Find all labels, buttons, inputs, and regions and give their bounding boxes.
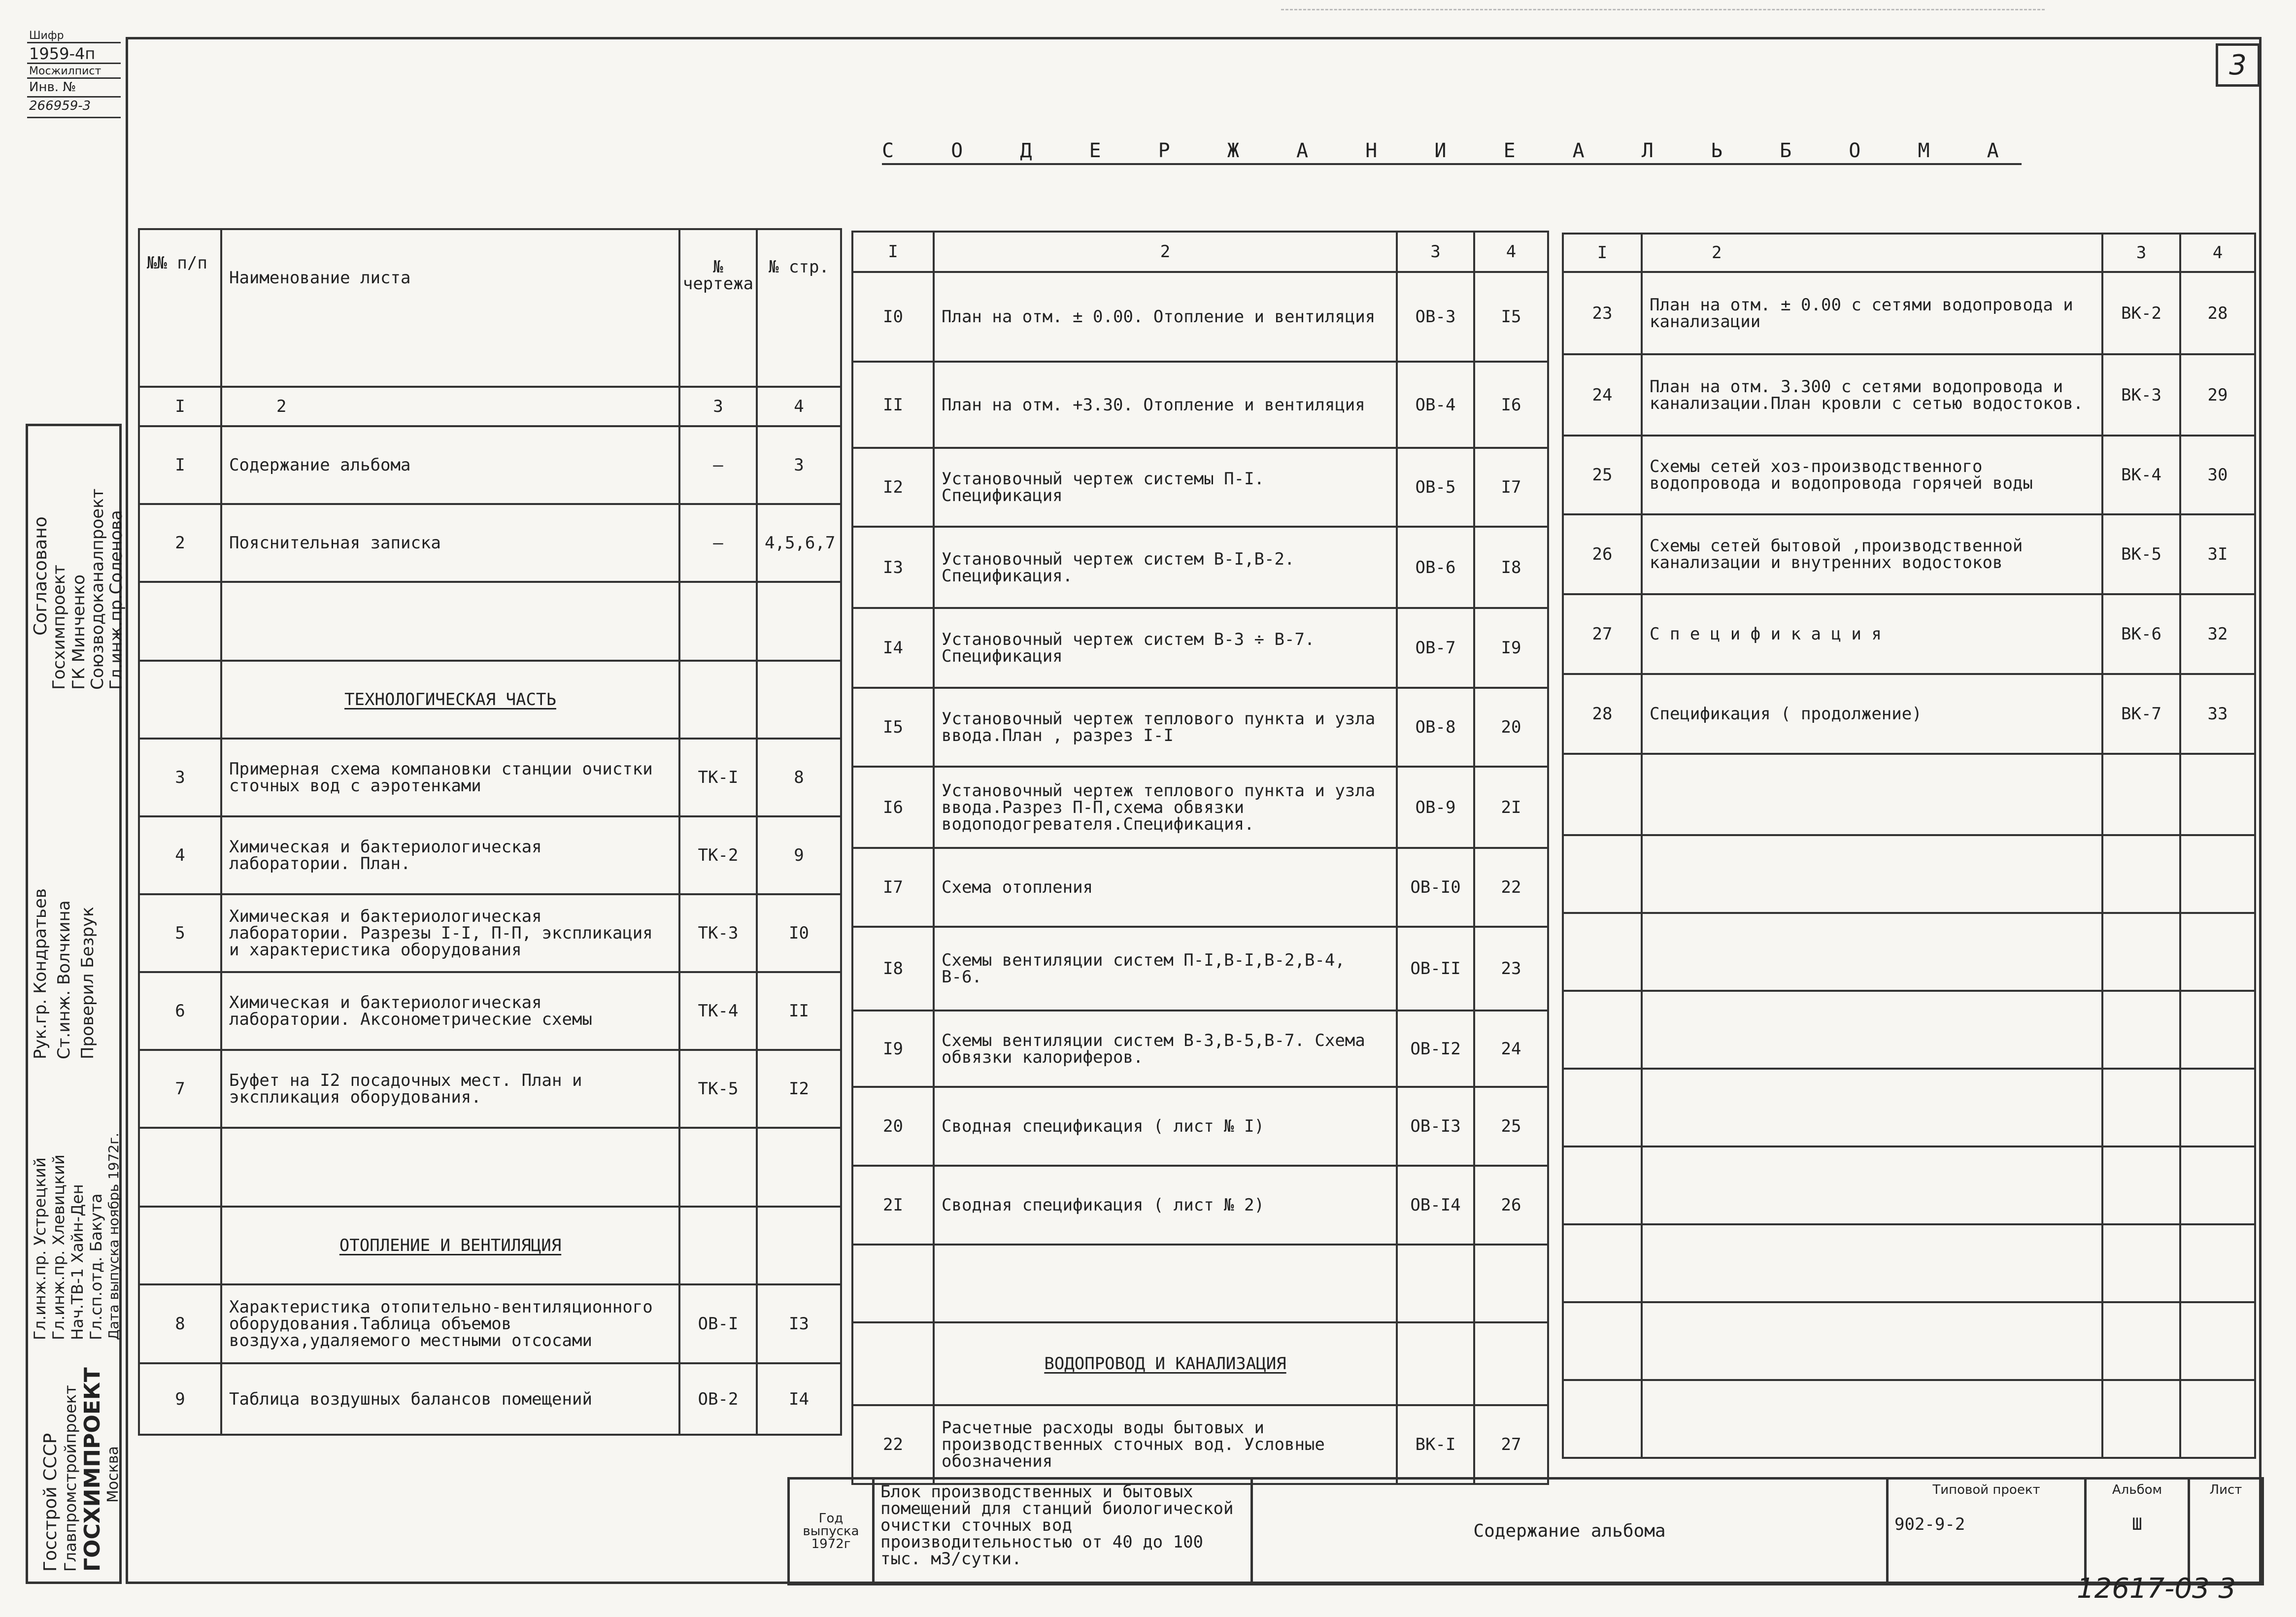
row-number <box>139 1207 221 1284</box>
drawing-number: ТК-5 <box>679 1050 757 1128</box>
agreed-label: Согласовано <box>31 516 51 636</box>
table-row <box>139 582 841 661</box>
sheet-name <box>1642 913 2102 991</box>
table-row <box>1563 913 2255 991</box>
sheet-number: 3 <box>2216 43 2260 87</box>
row-number: 6 <box>139 972 221 1050</box>
people-line-2: Гл.инж.пр. Хлевицкий <box>49 1154 68 1340</box>
drawing-number: ОВ-I2 <box>1397 1011 1474 1087</box>
row-number: 26 <box>1563 514 1642 594</box>
org-line-4: Москва <box>104 1446 122 1503</box>
row-number <box>1563 754 1642 835</box>
row-number: 20 <box>852 1087 934 1166</box>
drawing-number <box>2102 1380 2180 1458</box>
table-row <box>139 816 841 894</box>
year-label: Год выпуска <box>803 1511 859 1539</box>
sheet-name: Химическая и бактериологическая лаборатории. План. <box>221 816 679 894</box>
sheet-name: Установочный чертеж систем В-I,В-2. Спецификация. <box>934 527 1397 608</box>
row-number: II <box>852 362 934 448</box>
column-number-row <box>1563 234 2255 272</box>
column-number: 4 <box>2180 234 2255 272</box>
page-number: 9 <box>757 816 841 894</box>
project-cell <box>1888 1479 2086 1584</box>
table-row <box>1563 991 2255 1069</box>
drawing-number: ОВ-7 <box>1397 608 1474 688</box>
row-number: I5 <box>852 688 934 767</box>
table-row <box>852 1405 1548 1484</box>
page-number <box>757 582 841 661</box>
agreed-line-2: ГК Минченко <box>69 574 89 690</box>
inv-number: 266959-3 <box>27 98 121 118</box>
table-row <box>1563 1302 2255 1380</box>
drawing-number: ТК-4 <box>679 972 757 1050</box>
column-number: 3 <box>679 387 757 426</box>
table-row <box>852 272 1548 362</box>
page-number: 2I <box>1474 767 1548 848</box>
drawing-number: – <box>679 426 757 504</box>
sheet-name: Характеристика отопительно-вентиляционного оборудования.Таблица объемов воздуха,удаляемого местными отсосами <box>221 1284 679 1363</box>
sheet-name <box>221 1128 679 1207</box>
sheet-name <box>934 1245 1397 1322</box>
sheet-name: Установочный чертеж теплового пункта и узла ввода.Разрез П-П,схема обвязки водоподогревателя.Спецификация. <box>934 767 1397 848</box>
sheet-name-cell: Содержание альбома <box>1252 1479 1888 1584</box>
page-number: I2 <box>757 1050 841 1128</box>
agreed-line-1: Госхимпроект <box>49 565 69 690</box>
row-number: 8 <box>139 1284 221 1363</box>
sheet-name: Сводная спецификация ( лист № 2) <box>934 1166 1397 1245</box>
page-number: 30 <box>2180 436 2255 514</box>
row-number <box>1563 991 1642 1069</box>
table-row <box>1563 594 2255 674</box>
sheet-name <box>1642 1224 2102 1302</box>
page-number: 4,5,6,7 <box>757 504 841 582</box>
org-line-3: ГОСХИМПРОЕКТ <box>80 1367 105 1572</box>
drawing-number: ОВ-6 <box>1397 527 1474 608</box>
table-row <box>852 608 1548 688</box>
drawing-number: ОВ-4 <box>1397 362 1474 448</box>
sheet-name <box>1642 835 2102 913</box>
drawing-number <box>1397 1245 1474 1322</box>
table-row <box>852 848 1548 927</box>
drawing-number: ВК-7 <box>2102 674 2180 754</box>
sheet-name: Содержание альбома <box>221 426 679 504</box>
table-row <box>1563 436 2255 514</box>
sheet-name: Таблица воздушных балансов помещений <box>221 1363 679 1435</box>
page-title: С О Д Е Р Ж А Н И Е А Л Ь Б О М А <box>882 139 2022 165</box>
row-number: 24 <box>1563 354 1642 436</box>
column-number-row <box>852 232 1548 272</box>
drawing-number <box>2102 754 2180 835</box>
row-number: 5 <box>139 894 221 972</box>
contents-table-3 <box>1562 233 2256 1459</box>
table-row <box>1563 1069 2255 1146</box>
sheet-name <box>1642 991 2102 1069</box>
drawing-number: ОВ-I3 <box>1397 1087 1474 1166</box>
row-number <box>852 1245 934 1322</box>
drawing-number: ОВ-I0 <box>1397 848 1474 927</box>
page-number: I9 <box>1474 608 1548 688</box>
page-number <box>2180 913 2255 991</box>
row-number: I4 <box>852 608 934 688</box>
sheet-name: Установочный чертеж теплового пункта и узла ввода.План , разрез I-I <box>934 688 1397 767</box>
page-number: I6 <box>1474 362 1548 448</box>
page-number: 26 <box>1474 1166 1548 1245</box>
row-number: I2 <box>852 448 934 527</box>
drawing-number: ОВ-2 <box>679 1363 757 1435</box>
cipher-sub: Мосжилпист <box>27 64 121 79</box>
page-number <box>2180 754 2255 835</box>
row-number <box>139 661 221 739</box>
table-row <box>139 426 841 504</box>
page-number <box>757 661 841 739</box>
page-number <box>2180 991 2255 1069</box>
table-row <box>1563 754 2255 835</box>
cipher: 1959-4п <box>27 43 121 64</box>
table-row <box>1563 1224 2255 1302</box>
page-number <box>2180 835 2255 913</box>
page-number <box>2180 1146 2255 1224</box>
row-number: 9 <box>139 1363 221 1435</box>
drawing-number: ВК-5 <box>2102 514 2180 594</box>
table-row <box>139 504 841 582</box>
sheet-name: План на отм. 3.300 с сетями водопровода и канализации.План кровли с сетью водостоков. <box>1642 354 2102 436</box>
row-number: 3 <box>139 739 221 816</box>
column-number: 2 <box>934 232 1397 272</box>
page-number: 3 <box>757 426 841 504</box>
page-number <box>2180 1302 2255 1380</box>
table-header-row <box>139 229 841 387</box>
table-row <box>1563 272 2255 354</box>
names-line-3: Проверил Безрук <box>78 907 98 1059</box>
agreed-line-4: Гл.инж.пр.Соленова <box>106 510 126 690</box>
names-line-2: Ст.инж. Волчкина <box>54 900 74 1059</box>
table-row <box>139 1128 841 1207</box>
drawing-number: ОВ-3 <box>1397 272 1474 362</box>
sheet-name: Схемы сетей бытовой ,производственной канализации и внутренних водостоков <box>1642 514 2102 594</box>
row-number: 27 <box>1563 594 1642 674</box>
drawing-number: ВК-6 <box>2102 594 2180 674</box>
drawing-number <box>2102 835 2180 913</box>
sheet-name: ТЕХНОЛОГИЧЕСКАЯ ЧАСТЬ <box>221 661 679 739</box>
sheet-name: Химическая и бактериологическая лаборатории. Разрезы I-I, П-П, экспликация и характеристика оборудования <box>221 894 679 972</box>
drawing-number: ВК-I <box>1397 1405 1474 1484</box>
table-row <box>139 1284 841 1363</box>
sheet-name <box>1642 1302 2102 1380</box>
drawing-number <box>679 1207 757 1284</box>
table-row <box>139 1050 841 1128</box>
people-line-3: Нач.ТВ-1 Хайн-Ден <box>68 1184 87 1340</box>
page-number: I8 <box>1474 527 1548 608</box>
page-number: 27 <box>1474 1405 1548 1484</box>
sheet-name: Примерная схема компановки станции очистки сточных вод с аэротенками <box>221 739 679 816</box>
sheet-name: Расчетные расходы воды бытовых и производственных сточных вод. Условные обозначения <box>934 1405 1397 1484</box>
sheet-name: Спецификация ( продолжение) <box>1642 674 2102 754</box>
row-number: 22 <box>852 1405 934 1484</box>
table-row <box>852 1245 1548 1322</box>
column-number-row <box>139 387 841 426</box>
sheet-name: План на отм. ± 0.00 с сетями водопровода и канализации <box>1642 272 2102 354</box>
year-cell <box>789 1479 874 1584</box>
page-number: 25 <box>1474 1087 1548 1166</box>
sheet-name: ОТОПЛЕНИЕ И ВЕНТИЛЯЦИЯ <box>221 1207 679 1284</box>
drawing-number <box>1397 1322 1474 1405</box>
org-line-2: Главпромстройпроект <box>61 1385 80 1572</box>
table-row <box>852 1166 1548 1245</box>
page-number: 22 <box>1474 848 1548 927</box>
drawing-number <box>2102 1146 2180 1224</box>
project-value: 902-9-2 <box>1894 1515 1965 1534</box>
sheet-name <box>1642 754 2102 835</box>
table-row <box>1563 674 2255 754</box>
drawing-number: ОВ-9 <box>1397 767 1474 848</box>
inv-label: Инв. № <box>27 79 121 98</box>
sheet-name: Буфет на I2 посадочных мест. План и экспликация оборудования. <box>221 1050 679 1128</box>
list-label: Лист <box>2209 1482 2242 1497</box>
drawing-number <box>679 661 757 739</box>
table-row <box>1563 1380 2255 1458</box>
drawing-number <box>2102 913 2180 991</box>
sheet-name: Химическая и бактериологическая лаборатории. Аксонометрические схемы <box>221 972 679 1050</box>
drawing-number: ОВ-5 <box>1397 448 1474 527</box>
table-row <box>139 661 841 739</box>
org-line-1: Госстрой СССР <box>40 1433 61 1572</box>
sheet-name: Схемы вентиляции систем В-3,В-5,В-7. Схема обвязки калориферов. <box>934 1011 1397 1087</box>
sheet-name: С п е ц и ф и к а ц и я <box>1642 594 2102 674</box>
sheet-name: Схемы сетей хоз-производственного водопровода и водопровода горячей воды <box>1642 436 2102 514</box>
table-row <box>852 1322 1548 1405</box>
column-number: I <box>1563 234 1642 272</box>
drawing-number <box>2102 1069 2180 1146</box>
header-cell: № чертежа <box>679 229 757 387</box>
page-number: II <box>757 972 841 1050</box>
page-number: I3 <box>757 1284 841 1363</box>
names-line-1: Рук.гр. Кондратьев <box>31 888 50 1059</box>
drawing-number <box>2102 1224 2180 1302</box>
people-line-1: Гл.инж.пр. Устрецкий <box>31 1157 49 1340</box>
column-number: 3 <box>1397 232 1474 272</box>
scan-artifact <box>1281 9 2045 20</box>
contents-table-2 <box>851 231 1549 1485</box>
page-number: 29 <box>2180 354 2255 436</box>
table-row <box>139 1363 841 1435</box>
sheet-name: Схемы вентиляции систем П-I,В-I,В-2,В-4, В-6. <box>934 927 1397 1011</box>
list-cell <box>2189 1479 2263 1584</box>
project-label: Типовой проект <box>1932 1482 2040 1497</box>
drawing-number: ОВ-II <box>1397 927 1474 1011</box>
drawing-number: ВК-4 <box>2102 436 2180 514</box>
row-number: I7 <box>852 848 934 927</box>
row-number <box>1563 1069 1642 1146</box>
row-number: I3 <box>852 527 934 608</box>
row-number: I8 <box>852 927 934 1011</box>
agreed-line-3: Союзводоканалпроект <box>88 488 107 690</box>
stamp-header <box>27 29 121 118</box>
row-number: 7 <box>139 1050 221 1128</box>
drawing-number: ОВ-I <box>679 1284 757 1363</box>
table-row <box>852 688 1548 767</box>
drawing-number: – <box>679 504 757 582</box>
row-number: I0 <box>852 272 934 362</box>
title-block <box>787 1477 2264 1585</box>
page-number: 8 <box>757 739 841 816</box>
sheet-name: ВОДОПРОВОД И КАНАЛИЗАЦИЯ <box>934 1322 1397 1405</box>
page-number: 20 <box>1474 688 1548 767</box>
page-number: 33 <box>2180 674 2255 754</box>
column-number: I <box>139 387 221 426</box>
year-value: 1972г <box>811 1537 851 1551</box>
row-number <box>139 582 221 661</box>
page-number <box>2180 1380 2255 1458</box>
table-row <box>139 1207 841 1284</box>
row-number <box>1563 1380 1642 1458</box>
sheet-name: Схема отопления <box>934 848 1397 927</box>
column-number: I <box>852 232 934 272</box>
sheet-name: План на отм. +3.30. Отопление и вентиляция <box>934 362 1397 448</box>
date-line: Дата выпуска ноябрь 1972г. <box>105 1133 122 1340</box>
table-row <box>852 448 1548 527</box>
page-number <box>2180 1224 2255 1302</box>
drawing-number: ОВ-I4 <box>1397 1166 1474 1245</box>
row-number: I <box>139 426 221 504</box>
drawing-number: ВК-2 <box>2102 272 2180 354</box>
archive-number: 12617-03 3 <box>2077 1573 2236 1605</box>
sheet-name <box>1642 1146 2102 1224</box>
cipher-label: Шифр <box>27 29 121 43</box>
column-number: 2 <box>221 387 679 426</box>
row-number <box>1563 913 1642 991</box>
table-row <box>852 362 1548 448</box>
row-number <box>1563 1146 1642 1224</box>
row-number <box>1563 835 1642 913</box>
page-number: I5 <box>1474 272 1548 362</box>
table-row <box>852 927 1548 1011</box>
table-row <box>1563 354 2255 436</box>
table-row <box>139 894 841 972</box>
drawing-number: ТК-3 <box>679 894 757 972</box>
album-label: Альбом <box>2112 1482 2162 1497</box>
column-number: 2 <box>1642 234 2102 272</box>
page-number: 23 <box>1474 927 1548 1011</box>
header-cell: №№ п/п <box>139 229 221 387</box>
row-number <box>139 1128 221 1207</box>
row-number <box>1563 1302 1642 1380</box>
page-number: I0 <box>757 894 841 972</box>
page-number <box>757 1207 841 1284</box>
column-number: 4 <box>1474 232 1548 272</box>
page-number <box>2180 1069 2255 1146</box>
page-number: 24 <box>1474 1011 1548 1087</box>
row-number: I9 <box>852 1011 934 1087</box>
drawing-number: ВК-3 <box>2102 354 2180 436</box>
sheet-name <box>221 582 679 661</box>
table-row <box>852 527 1548 608</box>
sheet-name: Пояснительная записка <box>221 504 679 582</box>
row-number: 2I <box>852 1166 934 1245</box>
row-number: 28 <box>1563 674 1642 754</box>
row-number <box>1563 1224 1642 1302</box>
album-cell <box>2086 1479 2189 1584</box>
sheet-name <box>1642 1069 2102 1146</box>
sheet-name: Сводная спецификация ( лист № I) <box>934 1087 1397 1166</box>
drawing-number: ТК-I <box>679 739 757 816</box>
sheet-name: Установочный чертеж систем В-3 ÷ В-7. Спецификация <box>934 608 1397 688</box>
description-cell: Блок производственных и бытовых помещений для станций биологической очистки сточных вод производительностью от 40 до 100 тыс. м3/сутки. <box>874 1479 1252 1584</box>
page-number: I4 <box>757 1363 841 1435</box>
sheet-name <box>1642 1380 2102 1458</box>
row-number: 23 <box>1563 272 1642 354</box>
table-row <box>1563 835 2255 913</box>
drawing-number <box>679 582 757 661</box>
page-number <box>1474 1322 1548 1405</box>
row-number: 4 <box>139 816 221 894</box>
table-row <box>1563 1146 2255 1224</box>
row-number: 25 <box>1563 436 1642 514</box>
header-cell: № стр. <box>757 229 841 387</box>
sheet-name: План на отм. ± 0.00. Отопление и вентиляция <box>934 272 1397 362</box>
drawing-number <box>2102 1302 2180 1380</box>
header-cell: Наименование листа <box>221 229 679 387</box>
table-row <box>852 1087 1548 1166</box>
drawing-number: ОВ-8 <box>1397 688 1474 767</box>
drawing-number <box>679 1128 757 1207</box>
table-row <box>1563 514 2255 594</box>
drawing-number: ТК-2 <box>679 816 757 894</box>
drawing-number <box>2102 991 2180 1069</box>
table-row <box>852 767 1548 848</box>
row-number: I6 <box>852 767 934 848</box>
sheet-name: Установочный чертеж системы П-I. Спецификация <box>934 448 1397 527</box>
column-number: 4 <box>757 387 841 426</box>
table-row <box>139 739 841 816</box>
contents-table-1 <box>138 228 842 1436</box>
page-number: 3I <box>2180 514 2255 594</box>
album-value: Ш <box>2132 1515 2142 1534</box>
people-line-4: Гл.сп.отд. Бакута <box>87 1193 105 1340</box>
page-number: 32 <box>2180 594 2255 674</box>
column-number: 3 <box>2102 234 2180 272</box>
page-number <box>757 1128 841 1207</box>
page-number: 28 <box>2180 272 2255 354</box>
table-row <box>852 1011 1548 1087</box>
page-number: I7 <box>1474 448 1548 527</box>
table-row <box>139 972 841 1050</box>
row-number: 2 <box>139 504 221 582</box>
row-number <box>852 1322 934 1405</box>
page-number <box>1474 1245 1548 1322</box>
